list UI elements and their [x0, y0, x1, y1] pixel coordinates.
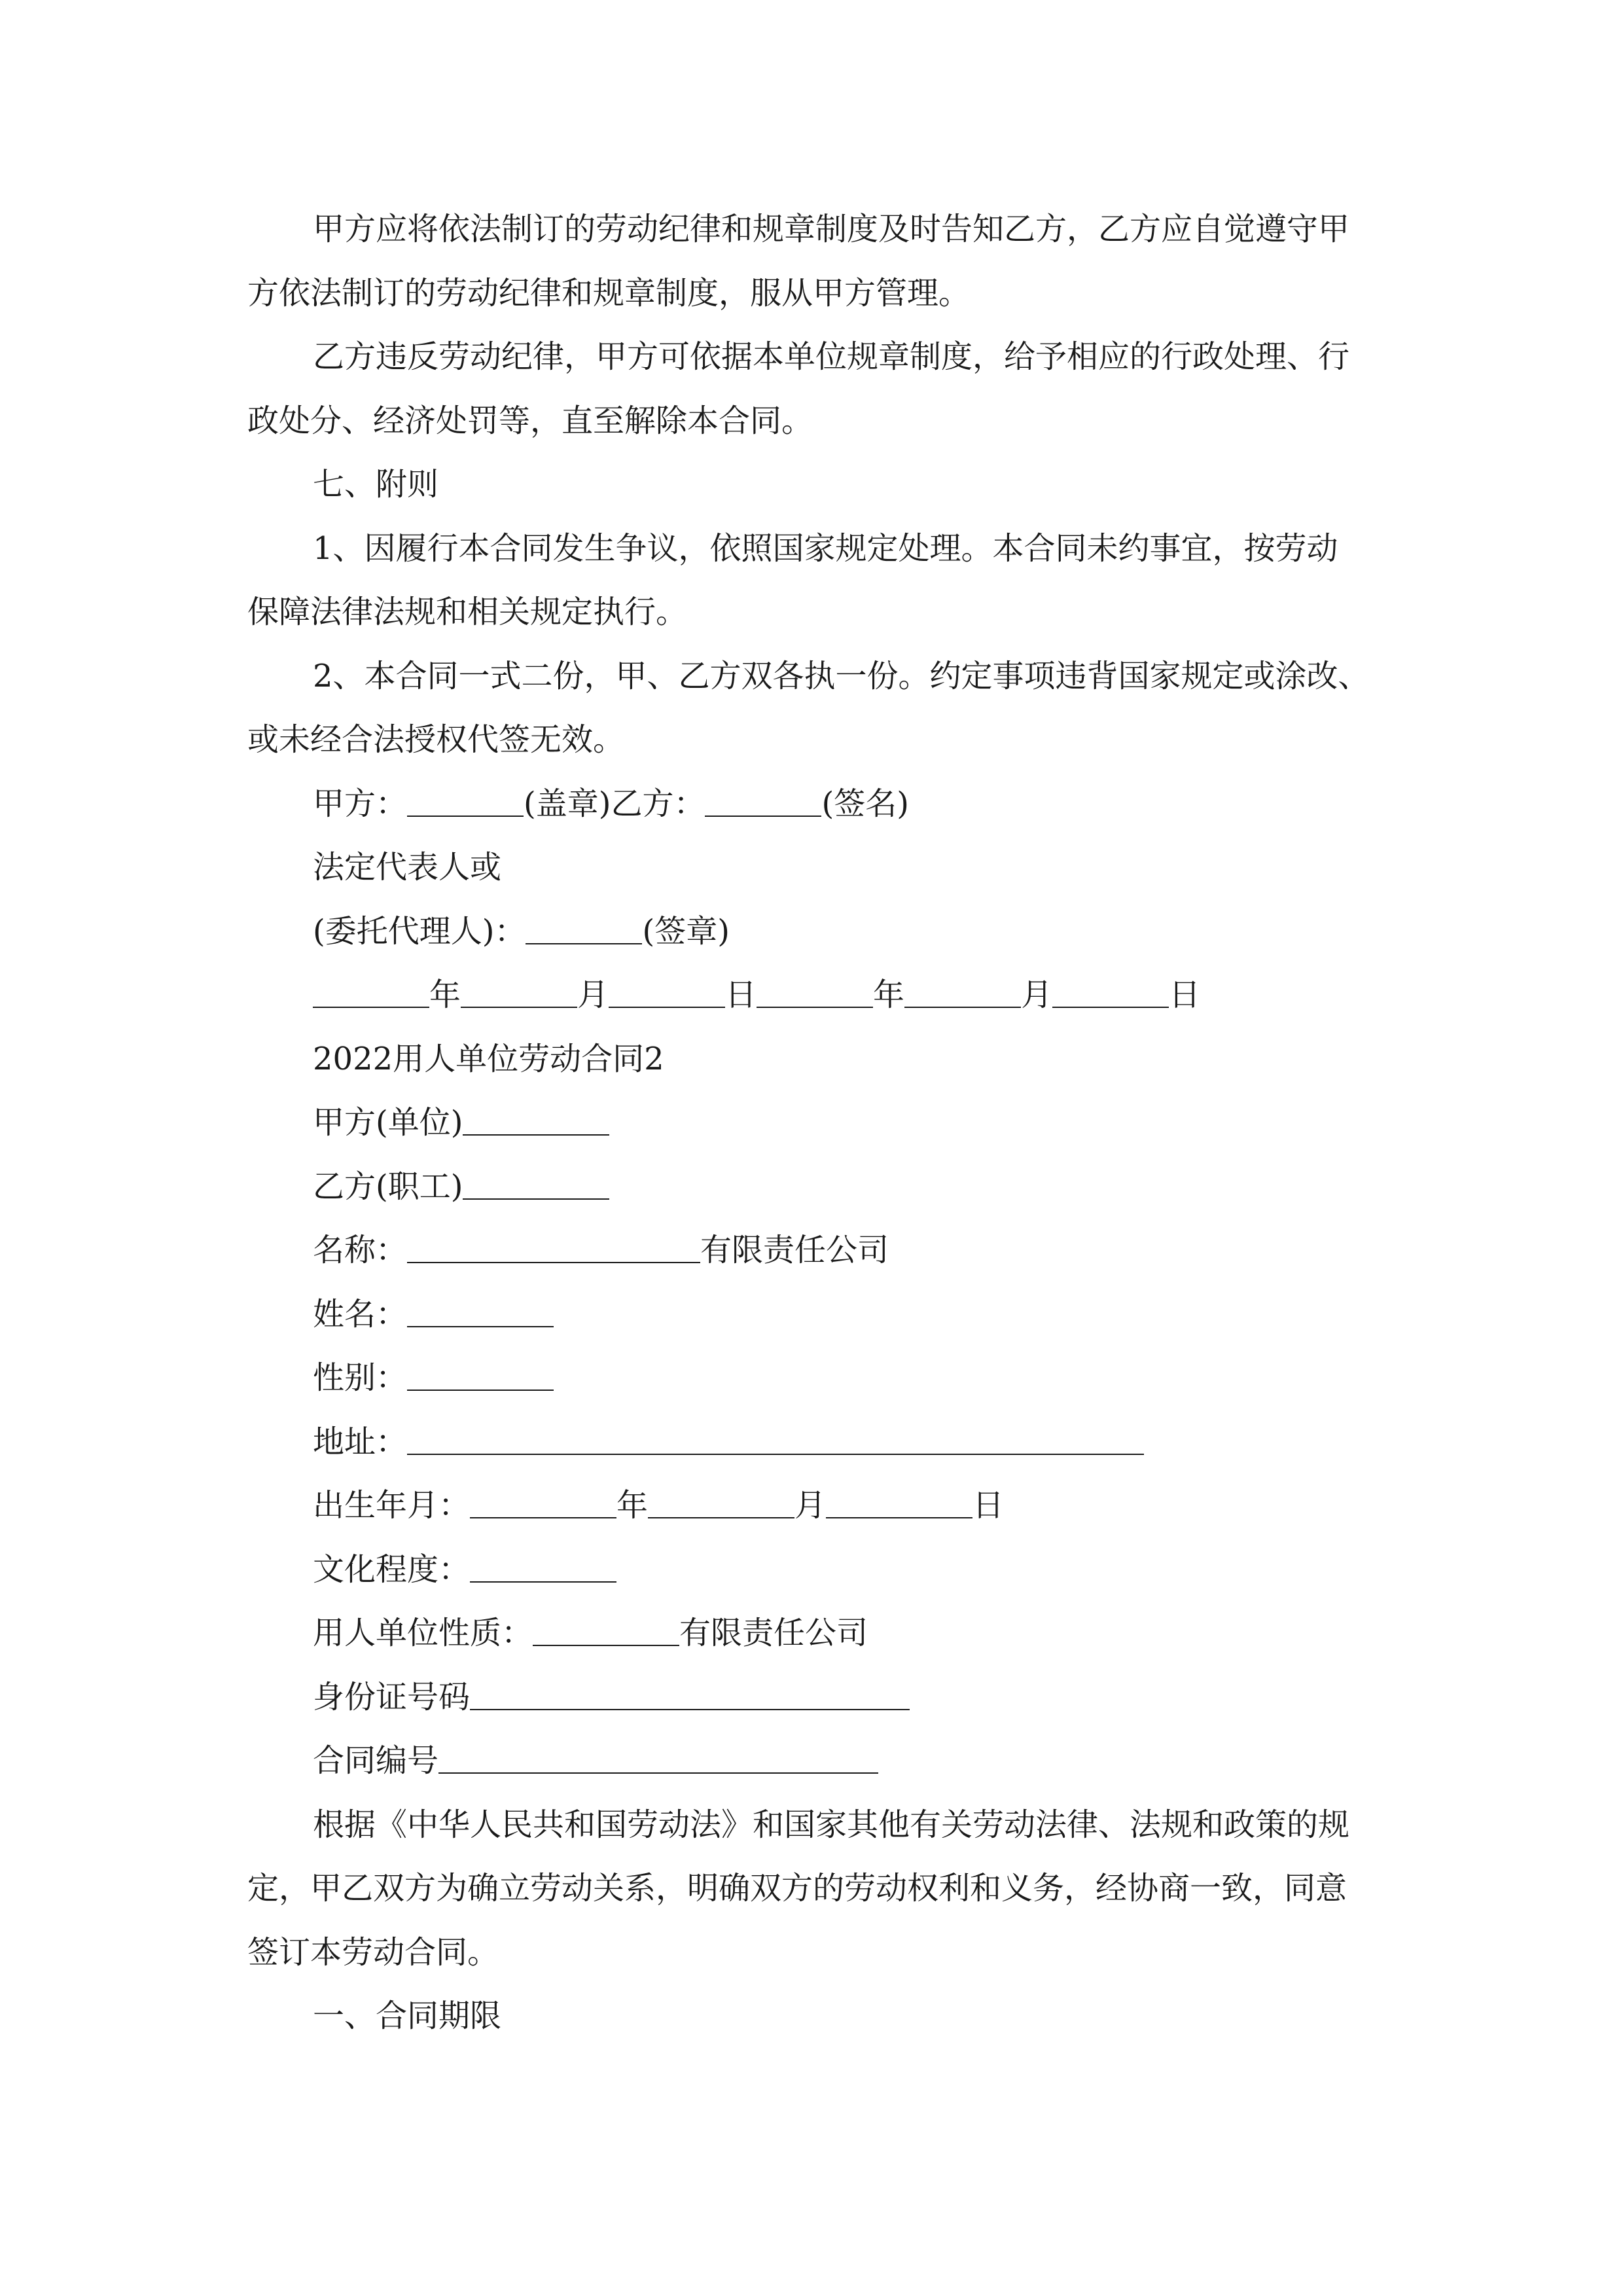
name-blank [407, 1296, 554, 1327]
paragraph-line: 或未经合法授权代签无效。 [247, 721, 625, 758]
form-field: 合同编号 [313, 1741, 878, 1780]
birth-month-blank [648, 1487, 794, 1518]
agent-sign-blank [526, 913, 642, 944]
agent-line: (委托代理人)： (签章) [313, 913, 730, 950]
month-blank [904, 977, 1021, 1008]
party-a-seal-blank [407, 785, 524, 817]
form-field: 身份证号码 [313, 1677, 910, 1717]
paragraph-line: 签订本劳动合同。 [247, 1934, 499, 1971]
day-blank [1052, 977, 1169, 1008]
form-field: 乙方(职工) [313, 1167, 609, 1206]
month-blank [461, 977, 577, 1008]
paragraph-line: 根据《中华人民共和国劳动法》和国家其他有关劳动法律、法规和政策的规 [313, 1806, 1350, 1843]
paragraph-line: 1、因履行本合同发生争议，依照国家规定处理。本合同未约事宜，按劳动 [313, 530, 1338, 567]
text-line: 法定代表人或 [313, 849, 502, 886]
party-a-unit-blank [463, 1104, 609, 1136]
paragraph-line: 定，甲乙双方为确立劳动关系，明确双方的劳动权利和义务，经协商一致，同意 [247, 1870, 1347, 1907]
paragraph-line: 乙方违反劳动纪律，甲方可依据本单位规章制度，给予相应的行政处理、行 [313, 338, 1350, 375]
birth-day-blank [826, 1487, 972, 1518]
party-b-employee-blank [463, 1168, 609, 1200]
form-field: 甲方(单位) [313, 1103, 609, 1142]
form-field: 性别： [313, 1358, 554, 1397]
paragraph-line: 甲方应将依法制订的劳动纪律和规章制度及时告知乙方，乙方应自觉遵守甲 [313, 211, 1350, 247]
paragraph-line: 方依法制订的劳动纪律和规章制度，服从甲方管理。 [247, 275, 971, 312]
form-field: 用人单位性质： 有限责任公司 [313, 1615, 868, 1651]
signature-line: 甲方： (盖章)乙方： (签名) [313, 785, 909, 822]
contract-number-blank [438, 1742, 878, 1774]
year-blank [313, 977, 429, 1008]
address-blank [407, 1424, 1144, 1455]
form-field: 文化程度： [313, 1550, 616, 1589]
section-heading: 七、附则 [313, 466, 439, 503]
birth-year-blank [470, 1487, 616, 1518]
day-blank [609, 977, 725, 1008]
year-blank [757, 977, 873, 1008]
education-blank [470, 1551, 616, 1583]
date-line: 年 月 日 年 月 日 [313, 975, 1200, 1014]
section-heading: 一、合同期限 [313, 1998, 502, 2034]
form-field: 姓名： [313, 1295, 554, 1334]
paragraph-line: 保障法律法规和相关规定执行。 [247, 594, 688, 630]
paragraph-line: 2、本合同一式二份，甲、乙方双各执一份。约定事项违背国家规定或涂改、 [313, 658, 1370, 694]
form-field: 出生年月： 年 月 日 [313, 1487, 1005, 1524]
employer-type-blank [533, 1615, 679, 1646]
party-b-sign-blank [705, 785, 821, 817]
company-name-blank [407, 1232, 700, 1263]
form-field: 地址： [313, 1422, 1144, 1462]
paragraph-line: 政处分、经济处罚等，直至解除本合同。 [247, 403, 813, 439]
form-field: 名称： 有限责任公司 [313, 1232, 889, 1268]
gender-blank [407, 1359, 554, 1391]
id-number-blank [470, 1679, 910, 1710]
contract-title: 2022用人单位劳动合同2 [313, 1041, 664, 1077]
